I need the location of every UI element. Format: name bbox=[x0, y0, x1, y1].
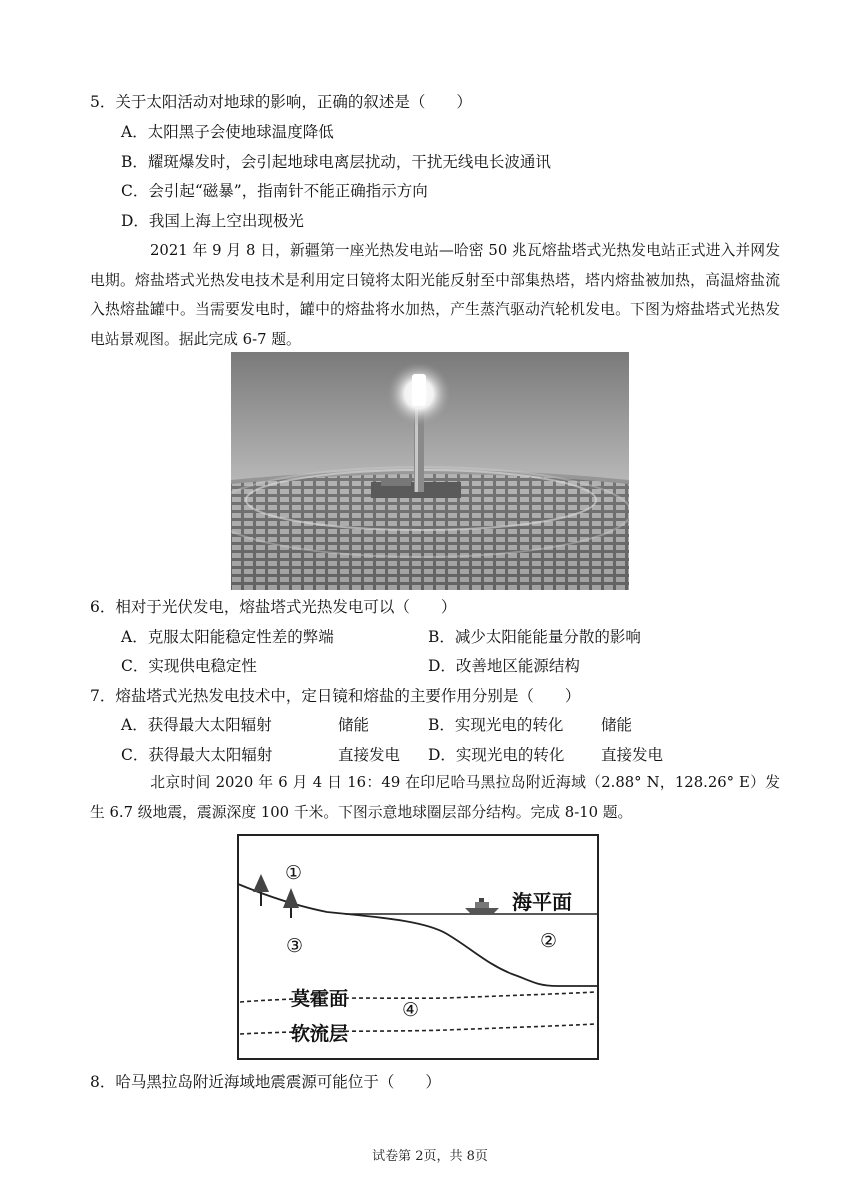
q7-option-d-value: 直接发电 bbox=[601, 746, 664, 764]
q7-option-c-value: 直接发电 bbox=[338, 746, 401, 764]
label-n2: ② bbox=[540, 930, 558, 952]
label-asthenosphere: 软流层 bbox=[291, 1023, 349, 1045]
q5-stem: 5．关于太阳活动对地球的影响，正确的叙述是（ ） bbox=[90, 93, 472, 111]
label-n3: ③ bbox=[286, 935, 304, 957]
q8-stem: 8．哈马黑拉岛附近海域地震震源可能位于（ ） bbox=[90, 1073, 441, 1091]
q7-option-b: B．实现光电的转化 bbox=[428, 716, 564, 734]
earth-layers-diagram bbox=[237, 834, 599, 1060]
passage-solar-station: 2021 年 9 月 8 日，新疆第一座光热发电站—哈密 50 兆瓦熔盐塔式光热发电站正式进入并网发电期。熔盐塔式光热发电技术是利用定日镜将太阳光能反射至中部集热塔，塔内熔盐被加热，高温熔盐流入热熔盐罐中。当需要发电时，罐中的熔盐将水加热，产生蒸汽驱动汽轮机发电。下图为熔盐塔式光热发电站景观图。据此完成 6-7 题。 bbox=[90, 242, 780, 348]
page-footer: 试卷第 2页，共 8页 bbox=[372, 1149, 488, 1164]
q7-option-b-value: 储能 bbox=[601, 716, 633, 734]
label-sea-level: 海平面 bbox=[512, 890, 572, 914]
q7-option-c: C．获得最大太阳辐射 bbox=[121, 746, 273, 764]
q7-option-d: D．实现光电的转化 bbox=[428, 746, 565, 764]
q7-stem: 7．熔盐塔式光热发电技术中，定日镜和熔盐的主要作用分别是（ ） bbox=[90, 687, 581, 705]
q6-option-a: A．克服太阳能稳定性差的弊端 bbox=[121, 628, 334, 646]
passage-earthquake: 北京时间 2020 年 6 月 4 日 16：49 在印尼哈马黑拉岛附近海域（2.88° N，128.26° E）发生 6.7 级地震，震源深度 100 千米。下图示意地球圈层部分结构。完成 8-10 题。 bbox=[90, 774, 780, 821]
q5-option-a: A．太阳黑子会使地球温度降低 bbox=[121, 123, 334, 141]
q6-option-b: B．减少太阳能能量分散的影响 bbox=[428, 628, 641, 646]
label-moho: 莫霍面 bbox=[291, 988, 349, 1010]
label-n4: ④ bbox=[402, 999, 420, 1021]
q5-option-b: B．耀斑爆发时，会引起地球电离层扰动，干扰无线电长波通讯 bbox=[121, 153, 551, 171]
q6-option-c: C．实现供电稳定性 bbox=[121, 657, 257, 675]
q5-option-c: C．会引起“磁暴”，指南针不能正确指示方向 bbox=[121, 182, 428, 200]
q7-option-a-value: 储能 bbox=[338, 716, 370, 734]
q5-option-d: D．我国上海上空出现极光 bbox=[121, 212, 304, 230]
solar-tower-photo bbox=[231, 352, 629, 590]
q7-option-a: A．获得最大太阳辐射 bbox=[121, 716, 272, 734]
q6-stem: 6．相对于光伏发电，熔盐塔式光热发电可以（ ） bbox=[90, 598, 457, 616]
q6-option-d: D．改善地区能源结构 bbox=[428, 657, 580, 675]
label-n1: ① bbox=[285, 862, 303, 884]
